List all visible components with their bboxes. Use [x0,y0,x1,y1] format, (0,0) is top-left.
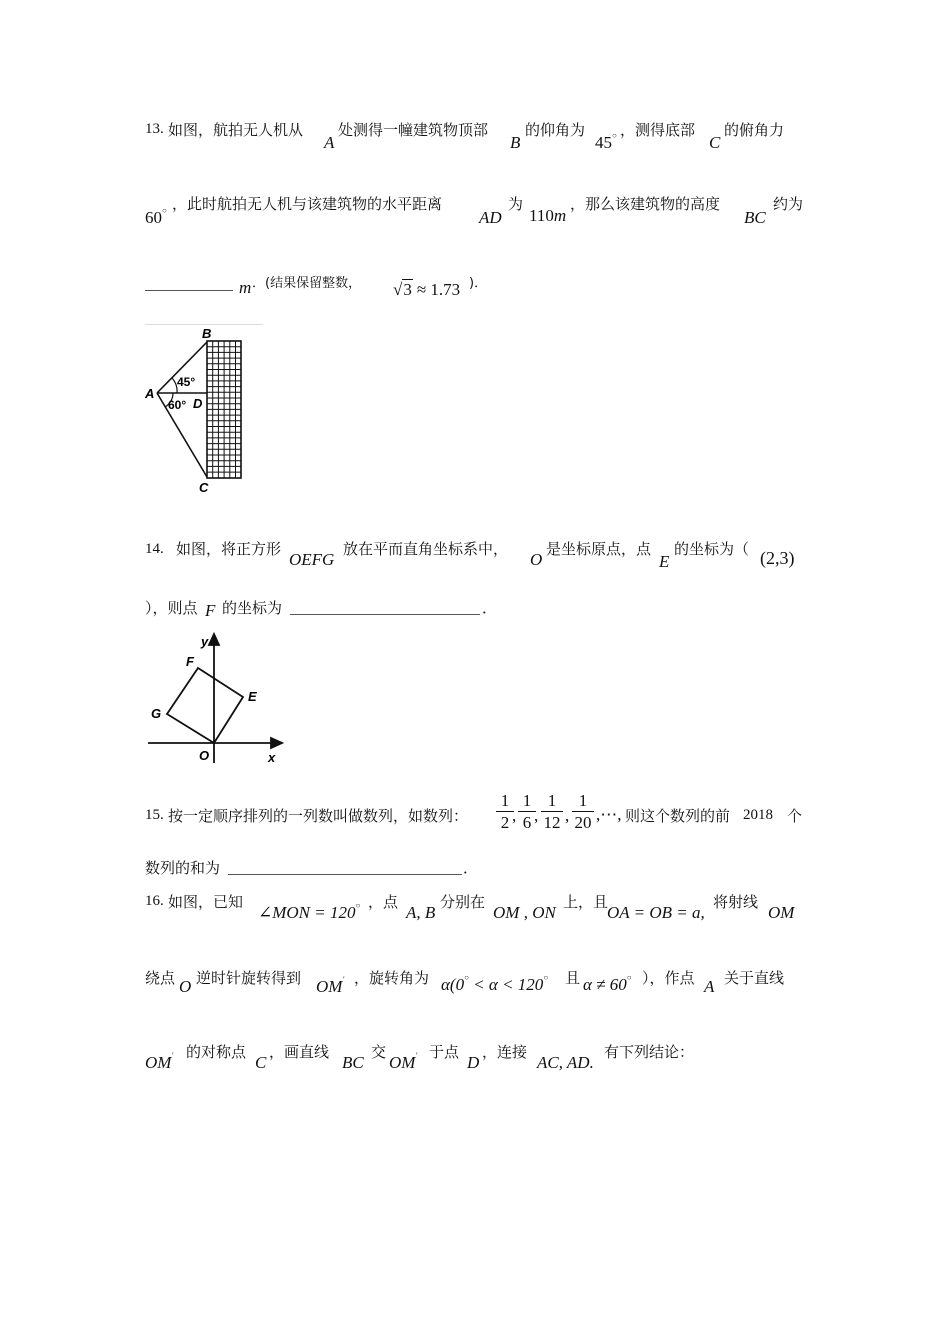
q16-text-17: 有下列结论： [604,1043,695,1061]
q16-var-C: C [255,1053,267,1072]
q15-text-4: 数列的和为 [145,859,221,877]
q15-fraction-3: 1 12 [539,791,565,832]
q16-text-14: 交 [371,1043,387,1061]
q15-comma-3: , [565,806,570,825]
fig14-label-O: O [199,748,210,763]
q16-alpha-range: α(0○ < α < 120○ [441,973,549,994]
q13-answer-unit: m [239,278,252,297]
q16-text-6: 绕点 [145,969,176,987]
fig14-label-F: F [186,654,194,669]
q13-distance: 110m [529,206,567,225]
q16-text-4: 上，且 [563,893,609,911]
q13-text-9: 约为 [773,195,804,213]
q16-text-15: 于点 [429,1043,460,1061]
q15-text-1: 按一定顺序排列的一列数叫做数列，如数列： [168,807,469,825]
q13-figure [140,326,250,498]
q13-var-B: B [510,133,521,152]
q14-text-6: 的坐标为 [222,599,283,617]
q13-text-11: )． [469,276,488,291]
q13-text-2: 处测得一幢建筑物顶部 [338,121,489,139]
q16-text-10: ），作点 [642,969,695,987]
q16-text-9: 且 [565,969,581,987]
q15-text-2: 则这个数列的前 [625,807,731,825]
q15-number: 15. [145,807,164,823]
q13-angle-60: 60○ [145,206,167,227]
q16-text-7: 逆时针旋转得到 [196,969,302,987]
q15-fraction-1: 1 2 [494,791,516,832]
q14-figure [144,628,289,766]
q14-var-E: E [659,552,670,571]
q13-text-4: ，测得底部 [620,121,696,139]
q16-var-BC: BC [342,1053,364,1072]
building-grid [207,341,241,478]
q14-var-F: F [205,601,216,620]
square-OEFG [167,668,243,743]
q15-count: 2018 [743,807,773,823]
q13-text-3: 的仰角为 [525,121,586,139]
q15-answer-blank[interactable] [228,874,462,875]
q16-var-A: A [704,977,715,996]
q14-text-4: 的坐标为（ [674,540,750,558]
q16-text-2: ，点 [368,893,399,911]
q16-text-16: ，连接 [482,1043,528,1061]
q16-var-OMprime-1: OM′ [316,975,345,996]
q13-text-5: 的俯角力 [724,121,785,139]
q14-var-OEFG: OEFG [289,550,335,569]
q14-answer-blank[interactable] [290,614,480,615]
q16-equation: OA = OB = a, [607,903,705,922]
q14-text-1: 如图，将正方形 [176,540,282,558]
q13-text-10: ．(结果保留整数， [252,276,362,291]
q16-var-OM: OM [768,903,795,922]
q15-fraction-2: 1 6 [516,791,538,832]
fig13-label-A: A [145,386,155,401]
q16-text-3: 分别在 [440,893,486,911]
q13-text-8: ，那么该建筑物的高度 [570,195,721,213]
q16-angle-expr: ∠MON = 120○ [258,901,361,922]
fig14-label-y: y [201,634,209,649]
q13-var-C: C [709,133,721,152]
fig13-angle-60: 60° [168,398,187,412]
q16-text-11: 关于直线 [724,969,785,987]
q16-var-ACAD: AC, AD. [537,1053,594,1072]
q15-comma-1: , [512,806,517,825]
fig13-angle-45: 45° [177,375,196,389]
fig13-label-B: B [202,326,212,341]
q16-var-O: O [179,977,192,996]
q13-answer-blank[interactable] [145,290,233,291]
q16-number: 16. [145,893,164,909]
q13-angle-45: 45○ [595,131,617,152]
q13-sqrt-expr: √3 ≈ 1.73 [393,280,461,299]
q15-text-5: ． [463,859,479,877]
q16-var-OMprime-2: OM′ [145,1051,174,1072]
fig13-label-C: C [199,480,209,495]
q16-text-8: ，旋转角为 [354,969,430,987]
fig14-label-x: x [268,750,276,765]
q13-number: 13. [145,121,164,137]
q16-var-AB: A, B [406,903,436,922]
q13-text-1: 如图，航拍无人机从 [168,121,304,139]
q14-coord-E: (2,3) [760,548,795,568]
q16-var-D: D [467,1053,480,1072]
q16-text-12: 的对称点 [186,1043,247,1061]
q13-var-AD: AD [479,208,502,227]
q14-number: 14. [145,541,164,557]
q15-comma-2: , [534,806,539,825]
q14-text-5: ），则点 [145,599,198,617]
q14-text-3: 是坐标原点，点 [546,540,652,558]
q13-text-6: ，此时航拍无人机与该建筑物的水平距离 [172,195,443,213]
fig14-label-G: G [151,706,162,721]
q16-var-OMprime-3: OM′ [389,1051,418,1072]
q15-text-3: 个 [787,807,803,825]
q16-text-13: ，画直线 [269,1043,330,1061]
q16-alpha-neq: α ≠ 60○ [583,973,632,994]
q15-ellipsis: ,⋯, [596,805,622,824]
fig14-label-E: E [248,689,257,704]
q13-var-BC: BC [744,208,766,227]
q16-var-OMON: OM , ON [493,903,556,922]
q13-text-7: 为 [508,195,524,213]
q13-var-A: A [324,133,335,152]
divider [145,324,263,325]
q14-var-O: O [530,550,543,569]
q16-text-1: 如图，已知 [168,893,244,911]
coordinate-axes [148,634,282,763]
fig13-label-D: D [193,396,203,411]
q14-text-2: 放在平而直角坐标系中， [343,540,509,558]
q15-fraction-4: 1 20 [570,791,596,832]
q16-text-5: 将射线 [713,893,759,911]
q14-text-7: ． [482,599,498,617]
